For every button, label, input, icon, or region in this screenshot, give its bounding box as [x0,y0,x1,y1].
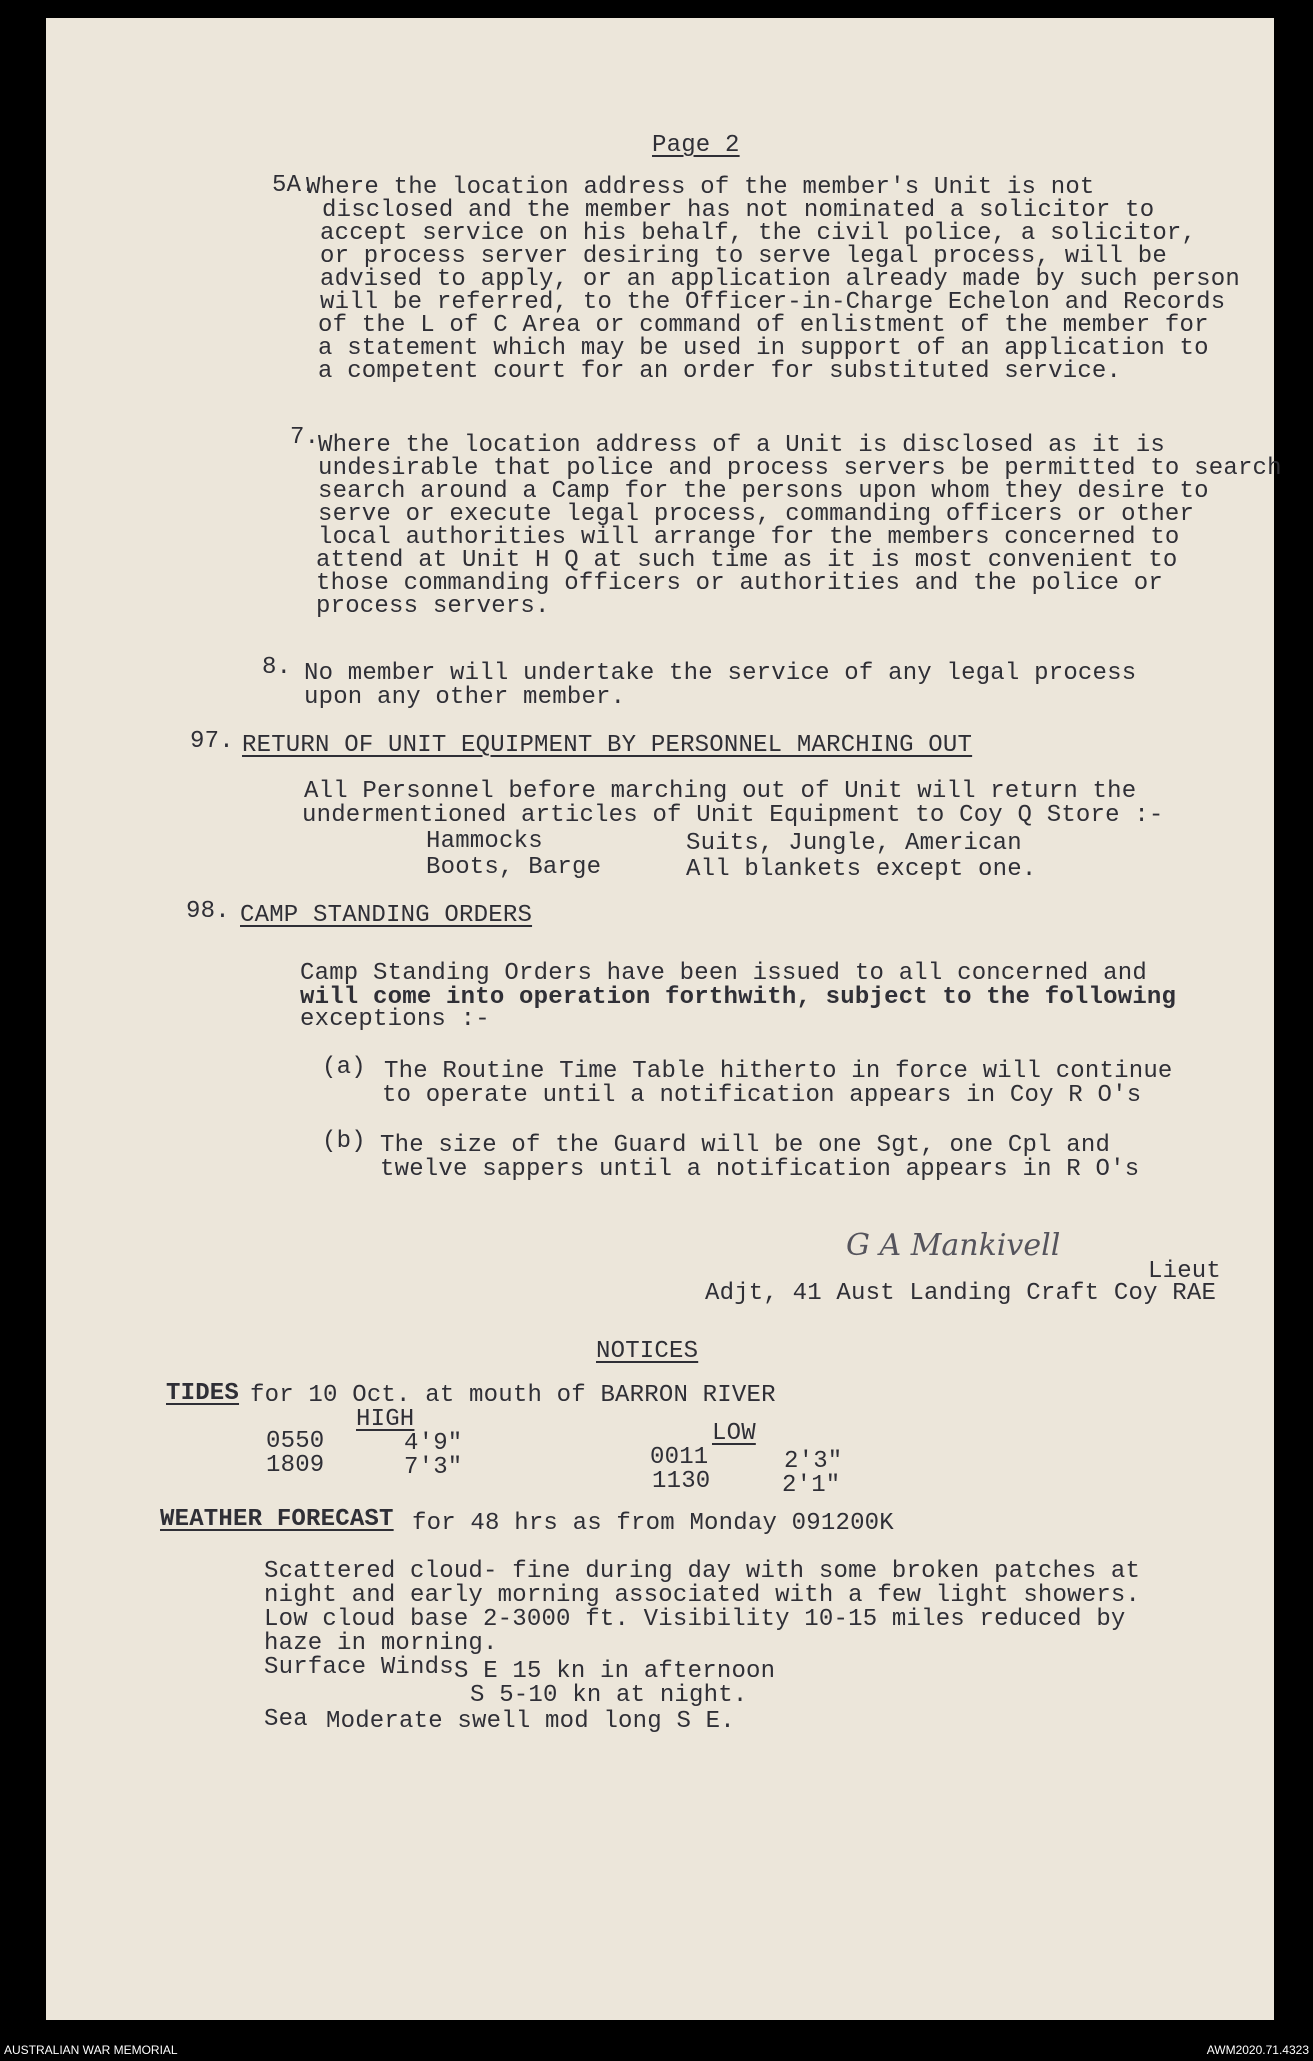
para-5a-number: 5A. [272,172,316,199]
item-97-number: 97. [190,728,234,755]
para-5a-line: or process server desiring to serve legal process, will be [320,243,1167,270]
page-label: Page 2 [652,132,740,159]
notices-heading: NOTICES [596,1338,699,1365]
article-right: Suits, Jungle, American [686,830,1022,857]
footer-left: AUSTRALIAN WAR MEMORIAL [4,2043,178,2057]
para-7-line: serve or execute legal process, commanding officers or other [318,501,1195,528]
tides-text: for 10 Oct. at mouth of BARRON RIVER [250,1382,776,1409]
para-7-line: those commanding officers or authorities and the police or [316,570,1163,597]
tide-height: 2'1" [782,1472,841,1499]
exception-label: (b) [322,1128,366,1155]
weather-line: haze in morning. [264,1630,498,1657]
weather-text: for 48 hrs as from Monday 091200K [412,1510,894,1537]
para-5a-line: accept service on his behalf, the civil police, a solicitor, [320,220,1197,247]
para-8-number: 8. [262,654,292,681]
para-5a-line: advised to apply, or an application already made by such person [320,266,1240,293]
handwritten-signature: G A Mankivell [846,1228,1061,1263]
para-5a-line: a statement which may be used in support of an application to [318,335,1209,362]
exception-line: to operate until a notification appears in Coy R O's [382,1082,1142,1109]
signature-rank: Lieut [1148,1258,1222,1285]
tide-time: 0011 [650,1444,709,1471]
para-8-line: No member will undertake the service of any legal process [304,660,1137,687]
para-7-line: Where the location address of a Unit is disclosed as it is [318,432,1165,459]
para-5a-line: Where the location address of the member's Unit is not [306,174,1095,201]
item-97-line: undermentioned articles of Unit Equipment to Coy Q Store :- [302,802,1164,829]
surface-winds-line: S 5-10 kn at night. [470,1682,748,1709]
tides-high-label: HIGH [356,1406,415,1433]
item-98-number: 98. [186,898,230,925]
tide-time: 1809 [266,1452,325,1479]
para-7-line: undesirable that police and process servers be permitted to search [318,455,1282,482]
item-97-line: All Personnel before marching out of Unit will return the [304,778,1137,805]
tide-height: 7'3" [404,1454,463,1481]
para-7-line: local authorities will arrange for the members concerned to [318,524,1180,551]
para-7-line: process servers. [316,593,550,620]
surface-winds-line: S E 15 kn in afternoon [454,1658,776,1685]
para-5a-line: will be referred, to the Officer-in-Charge Echelon and Records [320,289,1226,316]
exception-line: The Routine Time Table hitherto in force will continue [384,1058,1173,1085]
surface-winds-label: Surface Winds [264,1654,454,1681]
sea-label: Sea [264,1706,308,1733]
article-left: Hammocks [426,828,543,855]
para-7-number: 7. [290,424,320,451]
exception-line: twelve sappers until a notification appears in R O's [380,1156,1140,1183]
tide-time: 1130 [652,1468,711,1495]
footer-right: AWM2020.71.4323 [1206,2043,1309,2057]
tide-height: 4'9" [404,1430,463,1457]
para-8-line: upon any other member. [304,684,626,711]
weather-line: night and early morning associated with a few light showers. [264,1582,1141,1609]
item-98-line: exceptions :- [300,1006,490,1033]
para-7-line: search around a Camp for the persons upon whom they desire to [318,478,1209,505]
para-7-line: attend at Unit H Q at such time as it is most convenient to [316,547,1178,574]
article-right: All blankets except one. [686,856,1037,883]
para-5a-line: of the L of C Area or command of enlistment of the member for [318,312,1209,339]
item-98-line: Camp Standing Orders have been issued to all concerned and [300,960,1147,987]
tide-height: 2'3" [784,1448,843,1475]
para-5a-line: a competent court for an order for substituted service. [318,358,1122,385]
tide-time: 0550 [266,1428,325,1455]
weather-line: Low cloud base 2-3000 ft. Visibility 10-15 miles reduced by [264,1606,1126,1633]
sea-text: Moderate swell mod long S E. [326,1708,735,1735]
para-5a-line: disclosed and the member has not nominated a solicitor to [322,197,1155,224]
tides-low-label: LOW [712,1420,756,1447]
article-left: Boots, Barge [426,854,602,881]
item-98-heading: CAMP STANDING ORDERS [240,902,533,929]
signature-appointment: Adjt, 41 Aust Landing Craft Coy RAE [705,1280,1217,1307]
weather-label: WEATHER FORECAST [160,1506,394,1533]
item-98-line: will come into operation forthwith, subject to the following [300,984,1177,1011]
weather-line: Scattered cloud- fine during day with some broken patches at [264,1558,1141,1585]
exception-line: The size of the Guard will be one Sgt, one Cpl and [380,1132,1111,1159]
item-97-heading: RETURN OF UNIT EQUIPMENT BY PERSONNEL MARCHING OUT [242,732,973,759]
tides-label: TIDES [166,1380,240,1407]
exception-label: (a) [322,1054,366,1081]
